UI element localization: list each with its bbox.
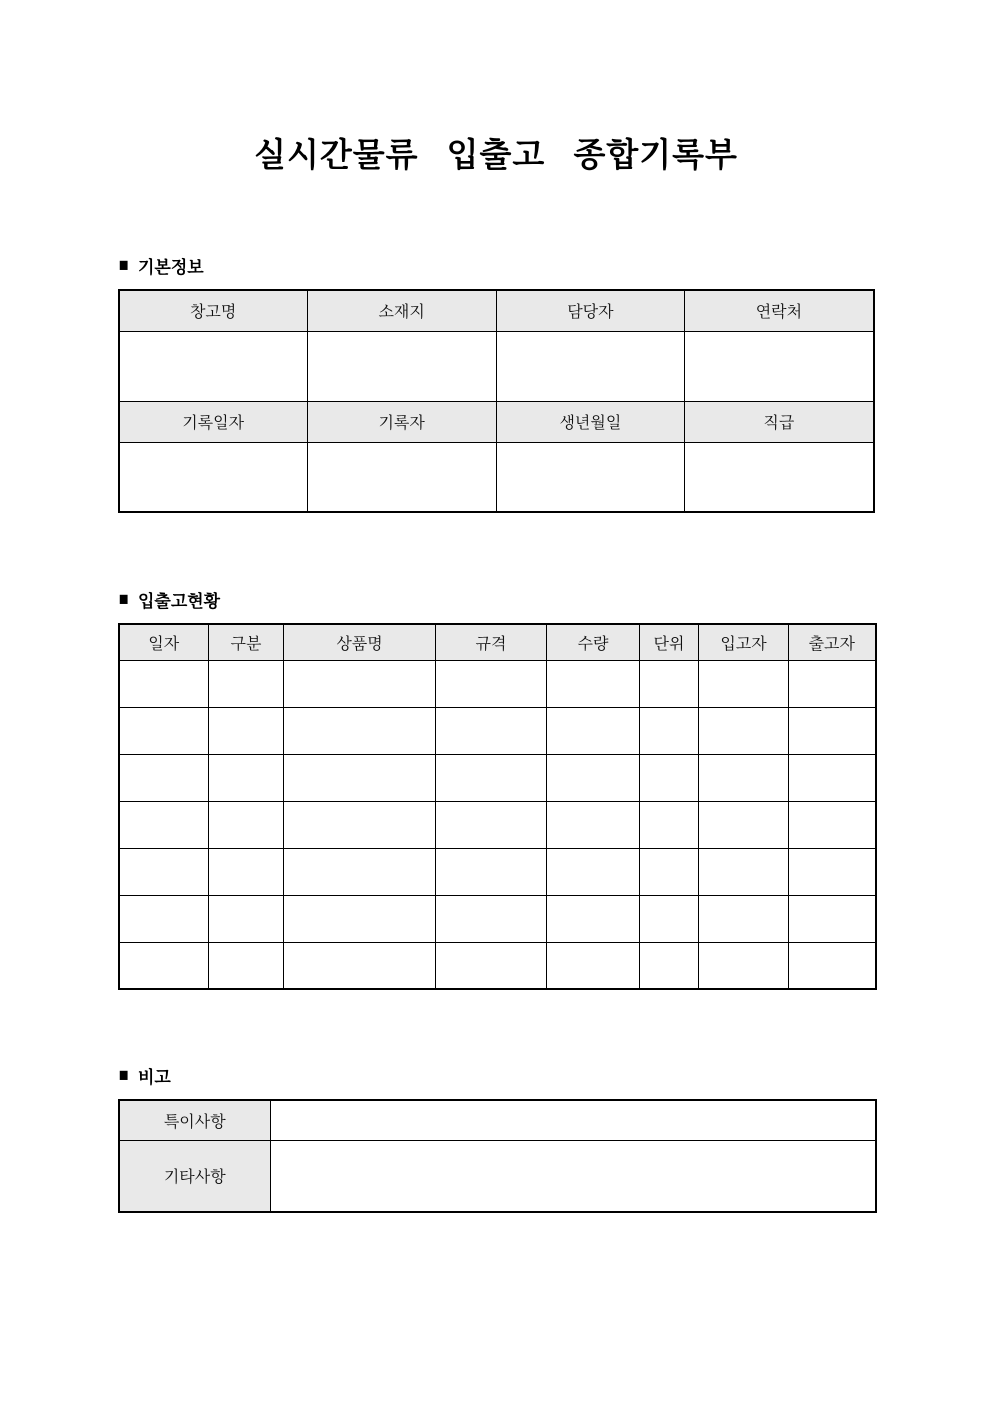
header-cell-position: 직급 bbox=[685, 401, 874, 442]
empty-cell bbox=[209, 754, 284, 801]
empty-cell bbox=[547, 942, 640, 989]
table-header-row bbox=[119, 624, 876, 660]
section-heading-text: 기본정보 bbox=[137, 257, 204, 277]
empty-cell bbox=[436, 754, 547, 801]
section-bullet-icon: ■ bbox=[118, 1064, 129, 1086]
section-remarks bbox=[118, 1062, 875, 1213]
empty-cell bbox=[284, 895, 436, 942]
empty-cell bbox=[699, 895, 789, 942]
header-cell-recorder: 기록자 bbox=[307, 401, 496, 442]
empty-cell bbox=[699, 942, 789, 989]
header-cell-birth-date: 생년월일 bbox=[496, 401, 685, 442]
input-cell-record-date bbox=[119, 442, 308, 512]
table-row bbox=[119, 1140, 876, 1212]
empty-cell bbox=[209, 801, 284, 848]
table-value-row bbox=[119, 331, 874, 401]
empty-cell bbox=[436, 942, 547, 989]
empty-cell bbox=[119, 942, 209, 989]
empty-cell bbox=[547, 660, 640, 707]
empty-cell bbox=[119, 895, 209, 942]
table-header-row bbox=[119, 401, 874, 442]
empty-cell bbox=[209, 942, 284, 989]
empty-cell bbox=[789, 660, 876, 707]
empty-cell bbox=[640, 660, 699, 707]
table-value-row bbox=[119, 442, 874, 512]
input-cell-position bbox=[685, 442, 874, 512]
header-cell-spec: 규격 bbox=[436, 624, 547, 660]
header-cell-quantity: 수량 bbox=[547, 624, 640, 660]
empty-cell bbox=[209, 848, 284, 895]
empty-cell bbox=[284, 848, 436, 895]
empty-cell bbox=[547, 707, 640, 754]
input-cell-recorder bbox=[307, 442, 496, 512]
table-row bbox=[119, 707, 876, 754]
empty-cell bbox=[547, 895, 640, 942]
header-cell-receiver: 입고자 bbox=[699, 624, 789, 660]
empty-cell bbox=[640, 848, 699, 895]
empty-cell bbox=[284, 801, 436, 848]
basic-info-table bbox=[118, 289, 875, 513]
table-row bbox=[119, 1100, 876, 1140]
table-row bbox=[119, 660, 876, 707]
section-heading-text: 비고 bbox=[137, 1067, 171, 1087]
row-label-cell-other-notes: 기타사항 bbox=[119, 1140, 271, 1212]
header-cell-location: 소재지 bbox=[307, 290, 496, 331]
empty-cell bbox=[119, 801, 209, 848]
empty-cell bbox=[547, 801, 640, 848]
empty-cell bbox=[789, 895, 876, 942]
empty-cell bbox=[119, 660, 209, 707]
empty-cell bbox=[789, 754, 876, 801]
table-row bbox=[119, 942, 876, 989]
empty-cell bbox=[209, 707, 284, 754]
empty-cell bbox=[436, 848, 547, 895]
empty-cell bbox=[209, 660, 284, 707]
empty-cell bbox=[436, 801, 547, 848]
header-cell-date: 일자 bbox=[119, 624, 209, 660]
section-heading-inout-status bbox=[118, 586, 875, 612]
input-cell-contact bbox=[685, 331, 874, 401]
empty-cell bbox=[547, 754, 640, 801]
input-cell-manager bbox=[496, 331, 685, 401]
empty-cell bbox=[789, 707, 876, 754]
input-cell-birth-date bbox=[496, 442, 685, 512]
section-heading-basic-info bbox=[118, 252, 875, 278]
header-cell-warehouse-name: 창고명 bbox=[119, 290, 308, 331]
table-row bbox=[119, 801, 876, 848]
header-cell-contact: 연락처 bbox=[685, 290, 874, 331]
empty-cell bbox=[640, 754, 699, 801]
header-cell-unit: 단위 bbox=[640, 624, 699, 660]
empty-cell bbox=[284, 754, 436, 801]
input-cell-warehouse-name bbox=[119, 331, 308, 401]
header-cell-shipper: 출고자 bbox=[789, 624, 876, 660]
table-row bbox=[119, 754, 876, 801]
header-cell-product-name: 상품명 bbox=[284, 624, 436, 660]
section-bullet-icon: ■ bbox=[118, 588, 129, 610]
empty-cell bbox=[436, 895, 547, 942]
empty-cell bbox=[436, 707, 547, 754]
empty-cell bbox=[699, 801, 789, 848]
empty-cell bbox=[699, 754, 789, 801]
remarks-table bbox=[118, 1099, 877, 1213]
empty-cell bbox=[284, 707, 436, 754]
section-bullet-icon: ■ bbox=[118, 254, 129, 276]
empty-cell bbox=[640, 942, 699, 989]
header-cell-record-date: 기록일자 bbox=[119, 401, 308, 442]
empty-cell bbox=[284, 660, 436, 707]
empty-cell bbox=[699, 707, 789, 754]
empty-cell bbox=[209, 895, 284, 942]
table-header-row bbox=[119, 290, 874, 331]
document-content bbox=[118, 252, 875, 1213]
document-title: 실시간물류 입출고 종합기록부 bbox=[254, 136, 738, 173]
input-cell-location bbox=[307, 331, 496, 401]
section-inout-status bbox=[118, 586, 875, 990]
empty-cell bbox=[119, 754, 209, 801]
empty-cell bbox=[640, 707, 699, 754]
empty-cell bbox=[119, 848, 209, 895]
input-cell-other-notes bbox=[271, 1140, 876, 1212]
empty-cell bbox=[119, 707, 209, 754]
section-basic-info bbox=[118, 252, 875, 513]
row-label-cell-special-notes: 특이사항 bbox=[119, 1100, 271, 1140]
inout-log-table bbox=[118, 623, 877, 990]
empty-cell bbox=[699, 660, 789, 707]
empty-cell bbox=[789, 942, 876, 989]
input-cell-special-notes bbox=[271, 1100, 876, 1140]
empty-cell bbox=[699, 848, 789, 895]
header-cell-type: 구분 bbox=[209, 624, 284, 660]
empty-cell bbox=[547, 848, 640, 895]
empty-cell bbox=[436, 660, 547, 707]
empty-cell bbox=[640, 895, 699, 942]
empty-cell bbox=[640, 801, 699, 848]
empty-cell bbox=[789, 801, 876, 848]
empty-cell bbox=[789, 848, 876, 895]
header-cell-manager: 담당자 bbox=[496, 290, 685, 331]
table-row bbox=[119, 848, 876, 895]
table-row bbox=[119, 895, 876, 942]
section-heading-text: 입출고현황 bbox=[137, 591, 221, 611]
empty-cell bbox=[284, 942, 436, 989]
section-heading-remarks bbox=[118, 1062, 875, 1088]
